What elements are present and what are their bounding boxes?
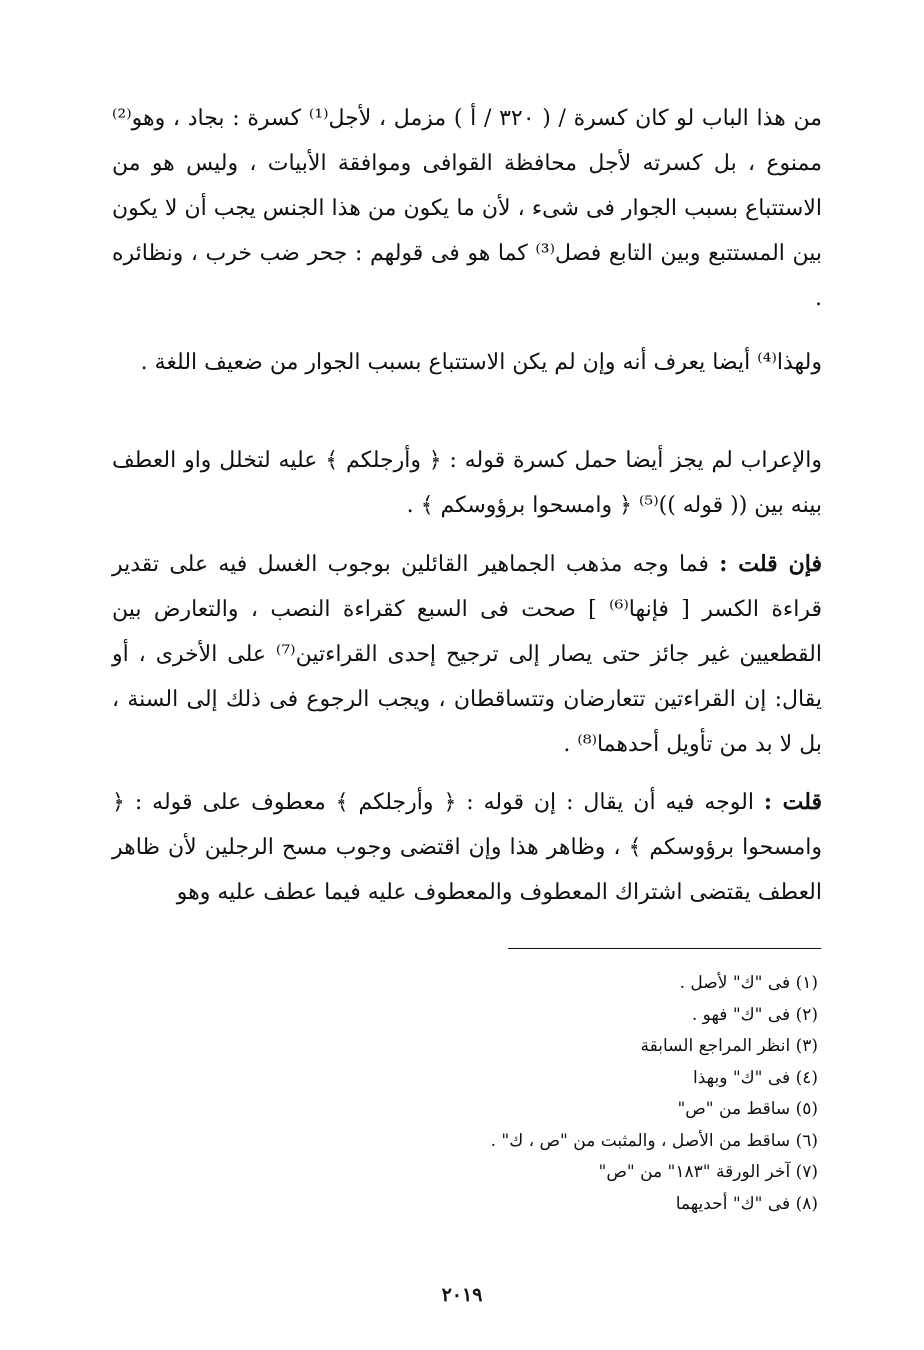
body-paragraph-3 <box>112 438 822 528</box>
paragraph-body-text: فما وجه مذهب الجماهير القائلين بوجوب الغسل فيه على تقدير قراءة الكسر [ فإنها⁽⁶⁾ ] صحت فى السبع كقراءة النصب ، والتعارض بين القطعيين غير جائز حتى يصار إلى ترجيح إحدى القراءتين⁽⁷⁾ على الأخرى ، أو يقال: إن القراءتين تتعارضان وتتساقطان ، ويجب الرجوع فى ذلك إلى السنة ، بل لا بد من تأويل أحدهما⁽⁸⁾ . <box>112 552 823 757</box>
paragraph-text <box>112 780 822 915</box>
page-number: ٢٠١٩ <box>441 1284 483 1306</box>
body-paragraph-5 <box>112 780 822 915</box>
footnote-separator <box>508 948 821 949</box>
footnote: (٧) آخر الورقة "١٨٣" من "ص" <box>598 1162 818 1182</box>
paragraph-lead-answer: قلت : <box>763 789 822 815</box>
body-paragraph-4 <box>112 542 822 767</box>
paragraph-lead-question: فإن قلت : <box>719 551 822 577</box>
footnote: (٨) فى "ك" أحديهما <box>675 1193 818 1214</box>
footnote: (٥) ساقط من "ص" <box>677 1099 818 1119</box>
paragraph-text: ولهذا⁽⁴⁾ أيضا يعرف أنه وإن لم يكن الاستتباع بسبب الجوار من ضعيف اللغة . <box>140 350 822 375</box>
footnote: (٤) فى "ك" وبهذا <box>693 1067 818 1088</box>
footnote: (١) فى "ك" لأصل . <box>679 973 818 993</box>
body-paragraph-1 <box>112 96 822 321</box>
footnote: (٦) ساقط من الأصل ، والمثبت من "ص ، ك" . <box>490 1130 818 1151</box>
paragraph-text: والإعراب لم يجز أيضا حمل كسرة قوله : ﴿ وأرجلكم ﴾ عليه لتخلل واو العطف بينه بين (( قوله ))⁽⁵⁾ ﴿ وامسحوا برؤوسكم ﴾ . <box>112 448 822 518</box>
paragraph-body-text: الوجه فيه أن يقال : إن قوله : ﴿ وأرجلكم ﴾ معطوف على قوله : ﴿ وامسحوا برؤوسكم ﴾ ، وظاهر هذا وإن اقتضى وجوب مسح الرجلين لأن ظاهر العطف يقتضى اشتراك المعطوف والمعطوف عليه فيما عطف عليه وهو <box>112 790 822 905</box>
body-paragraph-2 <box>112 340 822 385</box>
footnote: (٣) انظر المراجع السابقة <box>640 1036 818 1056</box>
paragraph-text <box>112 542 822 767</box>
footnotes <box>360 968 818 1220</box>
footnote: (٢) فى "ك" فهو . <box>691 1004 818 1025</box>
paragraph-text: من هذا الباب لو كان كسرة / ( ٣٢٠ / أ ) مزمل ، لأجل⁽¹⁾ كسرة : بجاد ، وهو⁽²⁾ ممنوع ، بل كسرته لأجل محافظة القوافى وموافقة الأبيات ، وليس هو من الاستتباع بسبب الجوار فى شىء ، لأن ما يكون من هذا الجنس يجب أن لا يكون بين المستتبع وبين التابع فصل⁽³⁾ كما هو فى قولهم : جحر ضب خرب ، ونظائره . <box>112 106 822 311</box>
